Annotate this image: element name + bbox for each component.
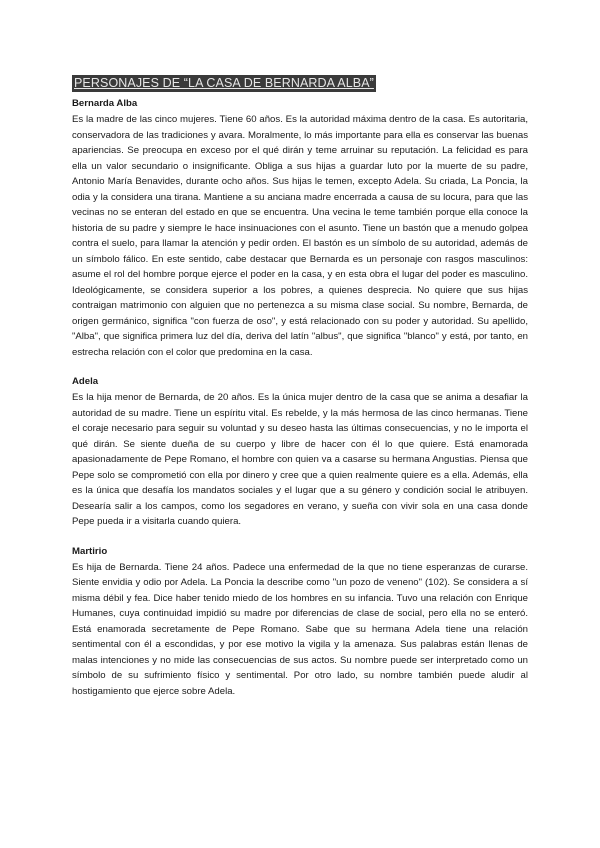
section-paragraph: Es la madre de las cinco mujeres. Tiene 60 años. Es la autoridad máxima dentro de la casa. Es autoritaria, conservadora de las tradiciones y avara. Moralmente, lo más importante para ella es conservar las buenas apariencias. Se preocupa en exceso por el qué dirán y teme arruinar su reputación. La felicidad es para ella un valor secundario o insignificante. Obliga a sus hijas a guardar luto por la muerte de su padre, Antonio María Benavides, durante ocho años. Sus hijas le temen, excepto Adela. Su criada, La Poncia, la odia y la considera una tirana. Mantiene a su anciana madre encerrada a causa de su locura, para que las vecinas no se enteran del estado en que se encuentra. Una vecina le teme también porque ella conoce la historia de su padre y siempre le hace insinuaciones con el asunto. Tiene un bastón que a menudo golpea contra el suelo, para llamar la atención y pedir orden. El bastón es un símbolo de su autoridad, además de un símbolo fálico. En este sentido, cabe destacar que Bernarda es un personaje con rasgos masculinos: asume el rol del hombre porque ejerce el poder en la casa, y en esta obra el lugar del poder es masculino. Ideológicamente, se considera superior a los pobres, a quienes desprecia. No quiere que sus hijas contraigan matrimonio con alguien que no pertenezca a su misma clase social. Su nombre, Bernarda, de origen germánico, significa "con fuerza de oso", y está relacionado con su poder y autoridad. Su apellido, "Alba", que significa primera luz del día, deriva del latín "albus", que significa "blanco" y está, por tanto, en estrecha relación con el color que predomina en la casa. [72, 114, 528, 358]
section-bernarda [72, 96, 528, 360]
section-heading: Martirio [72, 545, 108, 557]
section-heading: Bernarda Alba [72, 98, 138, 109]
section-paragraph: Es la hija menor de Bernarda, de 20 años. Es la única mujer dentro de la casa que se anima a desafiar la autoridad de su madre. Tiene un espíritu vital. Es rebelde, y la más hermosa de las cinco hermanas. Tiene el coraje necesario para seguir su voluntad y su deseo hasta las últimas consecuencias, y no le importa el qué dirán. Se siente dueña de su cuerpo y libre de hacer con él lo que quiere. Está enamorada apasionadamente de Pepe Romano, el hombre con quien va a casarse su hermana Angustias. Piensa que Pepe solo se comprometió con ella por dinero y cree que a quien realmente quiere es a ella. Además, ella es la única que desafía los mandatos sociales y el lugar que a su género y condición social le atribuyen. Desearía salir a los campos, como los segadores en verano, y sueña con vivir sola en una casa donde Pepe pueda ir a visitarla cuando quiera. [72, 392, 528, 527]
document-body [72, 74, 528, 713]
document-title: PERSONAJES DE “LA CASA DE BERNARDA ALBA” [74, 76, 374, 90]
section-adela [72, 374, 528, 530]
section-heading: Adela [72, 376, 99, 387]
section-paragraph: Es hija de Bernarda. Tiene 24 años. Padece una enfermedad de la que no tiene esperanzas de curarse. Siente envidia y odio por Adela. La Poncia la describe como "un pozo de veneno" (102). Se considera a sí misma débil y fea. Dice haber tenido miedo de los hombres en su infancia. Tuvo una relación con Enrique Humanes, cuya continuidad impidió su madre por diferencias de clase de social, pero ella no se enteró. Está enamorada secretamente de Pepe Romano. Sabe que su hermana Adela tiene una relación sentimental con él a escondidas, y por ese motivo la vigila y la amenaza. Sus palabras están llenas de malas intenciones y no mide las consecuencias de sus actos. Su nombre puede ser interpretado como un símbolo de su sufrimiento físico y sentimental. Por otro lado, su nombre también puede aludir al hostigamiento que ejerce sobre Adela. [72, 561, 528, 697]
section-martirio [72, 544, 528, 700]
